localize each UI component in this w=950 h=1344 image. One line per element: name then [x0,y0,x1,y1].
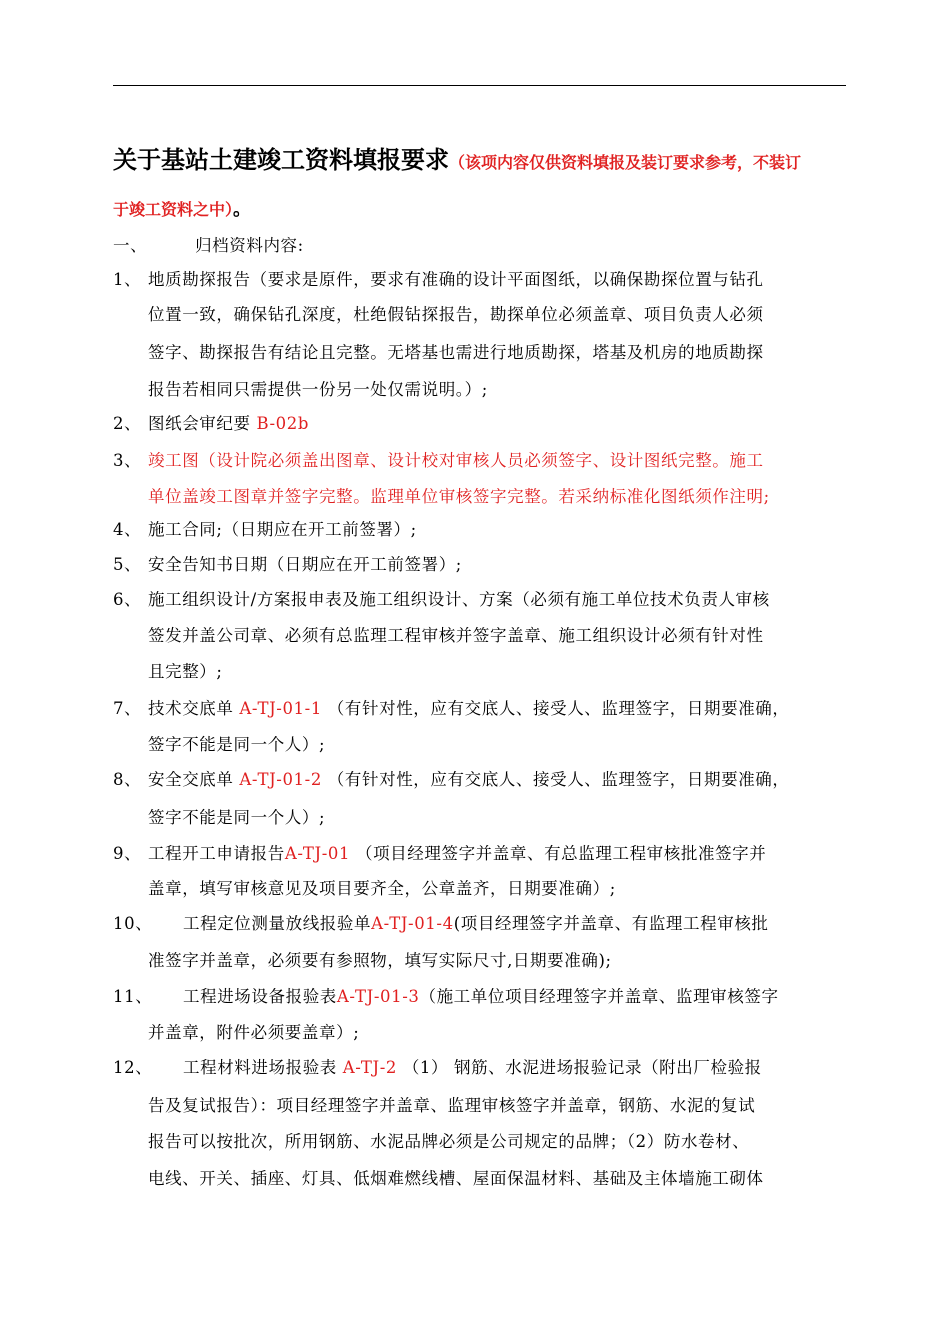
list-item-7 [113,697,790,721]
list-item-10 [113,912,769,936]
list-item-5 [113,553,462,577]
document-title [113,142,853,181]
title-end: 。 [233,199,252,220]
list-item-9 [113,842,766,866]
list-item-3 [113,449,764,473]
item-number: 1、 [113,270,142,289]
document-title-cont [113,195,251,225]
item-text: 安全告知书日期（日期应在开工前签署）; [148,555,462,574]
item-10-line-2: 准签字并盖章，必须要有参照物，填写实际尺寸,日期要准确); [148,951,612,970]
item-12-line-4: 电线、开关、插座、灯具、低烟难燃线槽、屋面保温材料、基础及主体墙施工砌体 [148,1169,764,1188]
item-code: B-02b [256,414,310,433]
item-detail: （施工单位项目经理签字并盖章、监理审核签字 [419,987,779,1006]
section-heading [113,234,304,258]
item-detail: （1） 钢筋、水泥进场报验记录（附出厂检验报 [402,1058,762,1077]
item-6-line-2: 签发并盖公司章、必须有总监理工程审核并签字盖章、施工组织设计必须有针对性 [148,626,764,645]
list-item-6 [113,588,770,612]
item-detail: （项目经理签字并盖章、有总监理工程审核批准签字并 [355,844,767,863]
item-detail: (项目经理签字并盖章、有监理工程审核批 [453,914,769,933]
item-text: 竣工图（设计院必须盖出图章、设计校对审核人员必须签字、设计图纸完整。施工 [148,451,764,470]
item-detail: （有针对性，应有交底人、接受人、监理签字，日期要准确， [327,699,790,718]
title-text: 关于基站土建竣工资料填报要求 [113,146,449,174]
title-note: （该项内容仅供资料填报及装订要求参考，不装订 [449,153,802,172]
item-code: A-TJ-01 [284,844,351,863]
item-text: 地质勘探报告（要求是原件，要求有准确的设计平面图纸，以确保勘探位置与钻孔 [148,270,764,289]
item-text: 技术交底单 [148,699,234,718]
item-number: 6、 [113,590,142,609]
item-number: 2、 [113,414,142,433]
item-text: 安全交底单 [148,770,234,789]
section-label: 归档资料内容: [195,236,304,255]
section-number: 一、 [113,236,148,255]
item-11-line-2: 并盖章，附件必须要盖章）; [148,1023,360,1042]
list-item-12 [113,1056,762,1080]
item-code: A-TJ-01-4 [371,914,454,933]
item-12-line-3: 报告可以按批次，所用钢筋、水泥品牌必须是公司规定的品牌；（2）防水卷材、 [148,1132,750,1151]
title-note-cont: 于竣工资料之中） [113,200,234,219]
item-text: 施工合同;（日期应在开工前签署）; [148,520,417,539]
header-rule [113,85,846,86]
list-item-1 [113,268,764,292]
item-number: 4、 [113,520,142,539]
item-number: 11、 [113,987,153,1006]
item-code: A-TJ-2 [342,1058,397,1077]
item-text: 施工组织设计/方案报申表及施工组织设计、方案（必须有施工单位技术负责人审核 [148,590,770,609]
list-item-4 [113,518,417,542]
item-number: 8、 [113,770,142,789]
item-9-line-2: 盖章，填写审核意见及项目要齐全，公章盖齐，日期要准确）; [148,879,616,898]
item-3-line-2: 单位盖竣工图章并签字完整。监理单位审核签字完整。若采纳标准化图纸须作注明; [148,487,770,506]
list-item-2 [113,412,309,436]
item-number: 9、 [113,844,142,863]
item-8-line-2: 签字不能是同一个人）; [148,808,326,827]
item-code: A-TJ-01-3 [336,987,420,1006]
item-6-line-3: 且完整）; [148,662,223,681]
item-text: 工程开工申请报告 [148,844,285,863]
item-code: A-TJ-01-1 [239,699,322,718]
item-12-line-2: 告及复试报告）：项目经理签字并盖章、监理审核签字并盖章，钢筋、水泥的复试 [148,1096,756,1115]
item-number: 3、 [113,451,142,470]
item-number: 10、 [113,914,153,933]
item-number: 7、 [113,699,142,718]
item-text: 工程进场设备报验表 [183,987,337,1006]
item-1-line-3: 签字、勘探报告有结论且完整。无塔基也需进行地质勘探，塔基及机房的地质勘探 [148,343,764,362]
item-1-line-2: 位置一致，确保钻孔深度，杜绝假钻探报告，勘探单位必须盖章、项目负责人必须 [148,305,764,324]
item-text: 工程定位测量放线报验单 [183,914,372,933]
item-number: 5、 [113,555,142,574]
item-7-line-2: 签字不能是同一个人）; [148,735,326,754]
item-code: A-TJ-01-2 [239,770,322,789]
list-item-8 [113,768,790,792]
item-1-line-4: 报告若相同只需提供一份另一处仅需说明。）; [148,380,488,399]
item-detail: （有针对性，应有交底人、接受人、监理签字，日期要准确， [327,770,790,789]
item-number: 12、 [113,1058,153,1077]
item-text: 图纸会审纪要 [148,414,251,433]
list-item-11 [113,985,779,1009]
item-text: 工程材料进场报验表 [183,1058,337,1077]
